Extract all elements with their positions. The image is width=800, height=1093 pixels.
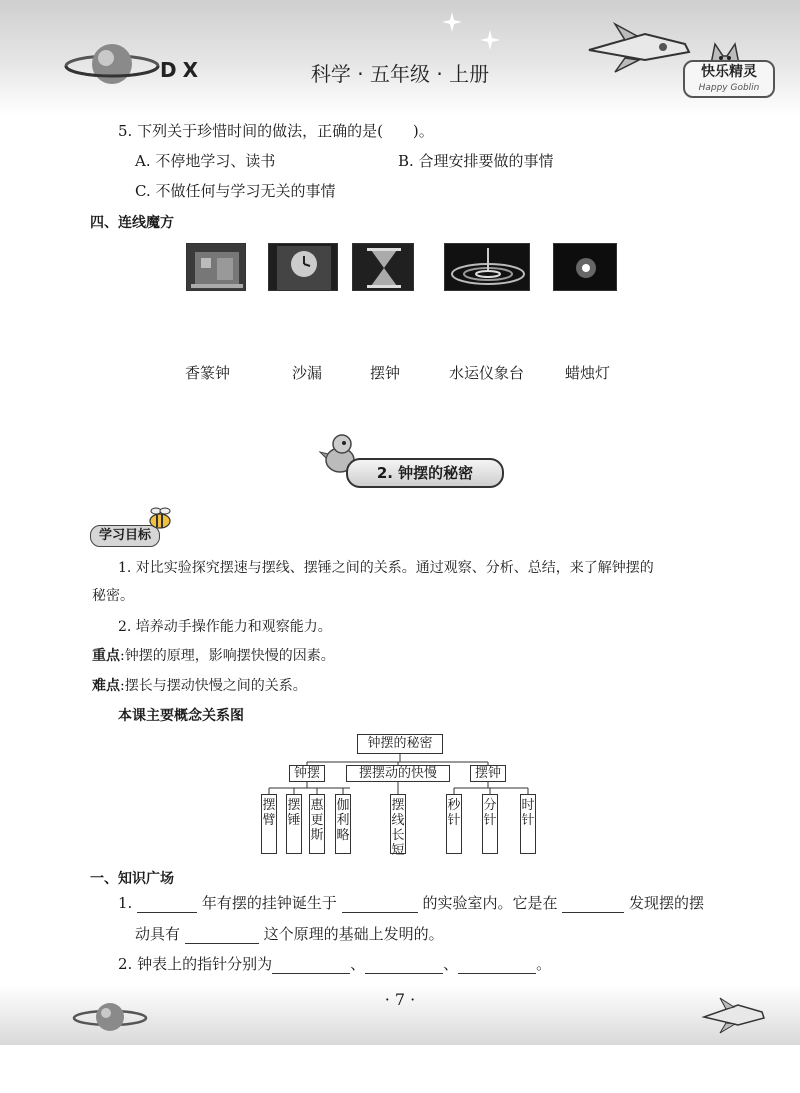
bee-icon: [144, 506, 176, 532]
concept-root-box: 钟摆的秘密: [357, 734, 443, 754]
blank-6[interactable]: [365, 958, 443, 974]
question-5-option-b: B. 合理安排要做的事情: [398, 152, 554, 170]
key-point-text: :钟摆的原理，影响摆快慢的因素。: [120, 648, 335, 664]
concept-leaf-string-length: 摆线长短: [390, 794, 406, 854]
footer-planet-icon: [70, 998, 150, 1038]
difficulty-point: [92, 676, 307, 696]
pendulum-clock-photo: [268, 243, 338, 291]
key-point-label: 重点: [92, 648, 120, 664]
candle-lamp-photo: [553, 243, 617, 291]
fill-question-1-number: 1.: [118, 894, 133, 912]
concept-leaf-pendulum-arm: 摆臂: [261, 794, 277, 854]
fill-question-1-part-5: 这个原理的基础上发明的。: [263, 925, 444, 943]
match-label-3: 摆钟: [370, 364, 401, 382]
concept-swing-speed-box: 摆摆动的快慢: [346, 765, 450, 782]
bottom-margin: [0, 1045, 800, 1093]
concept-leaf-bob: 摆锤: [286, 794, 302, 854]
section-1-title: 一、知识广场: [90, 871, 174, 887]
sparkle-stars-icon: [440, 8, 520, 58]
question-5-stem: 5. 下列关于珍惜时间的做法，正确的是( )。: [118, 122, 434, 140]
brand-badge: [683, 60, 775, 98]
fill-question-1-part-1: 年有摆的挂钟诞生于: [201, 894, 337, 912]
blank-3[interactable]: [562, 897, 624, 913]
fill-question-1-part-2: 的实验室内。它是在: [422, 894, 558, 912]
difficulty-label: 难点: [92, 678, 120, 694]
hourglass-photo: [352, 243, 414, 291]
fill-question-2-sep-2: 、: [443, 955, 459, 973]
brand-name: 快乐精灵: [701, 64, 757, 80]
blank-7[interactable]: [458, 958, 536, 974]
objective-2: 2. 培养动手操作能力和观察能力。: [118, 619, 332, 635]
question-5-option-a: A. 不停地学习、读书: [135, 152, 276, 170]
objective-1-line-1: 1. 对比实验探究摆速与摆线、摆锤之间的关系。通过观察、分析、总结，来了解钟摆的: [118, 560, 654, 576]
footer-spaceship-icon: [700, 995, 770, 1035]
match-label-1: 香篆钟: [185, 364, 231, 382]
fill-question-1-part-3: 发现摆的摆: [629, 894, 705, 912]
match-label-4: 水运仪象台: [449, 364, 525, 382]
section-4-title: 四、连线魔方: [90, 215, 174, 231]
blank-2[interactable]: [342, 897, 418, 913]
fill-question-2-end: 。: [536, 955, 552, 973]
concept-leaf-huygens: 惠更斯: [309, 794, 325, 854]
concept-map-title: 本课主要概念关系图: [118, 708, 244, 724]
concept-pendulum-box: 钟摆: [289, 765, 325, 782]
blank-5[interactable]: [272, 958, 350, 974]
blank-1[interactable]: [137, 897, 197, 913]
match-label-2: 沙漏: [292, 364, 323, 382]
learning-objectives-tag: 学习目标: [90, 525, 160, 547]
fill-question-2: [118, 954, 551, 974]
book-title: 科学 · 五年级 · 上册: [310, 62, 490, 86]
brand-subtitle: Happy Goblin: [698, 83, 760, 93]
armillary-water-photo: [444, 243, 530, 291]
concept-leaf-second-hand: 秒针: [446, 794, 462, 854]
fill-question-1-part-4: 动具有: [135, 925, 181, 943]
fill-question-2-prefix: 2. 钟表上的指针分别为: [118, 955, 273, 973]
objective-1-line-2: 秘密。: [92, 588, 134, 604]
incense-clock-photo: [186, 243, 246, 291]
concept-leaf-minute-hand: 分针: [482, 794, 498, 854]
fill-question-2-sep-1: 、: [350, 955, 366, 973]
series-logo: DX: [160, 58, 205, 82]
key-point: [92, 646, 335, 666]
fill-question-1-line-2: [135, 924, 444, 944]
concept-leaf-hour-hand: 时针: [520, 794, 536, 854]
page-number: · 7 ·: [384, 990, 416, 1009]
match-label-5: 蜡烛灯: [565, 364, 611, 382]
lesson-banner: 2. 钟摆的秘密: [346, 458, 504, 488]
blank-4[interactable]: [185, 928, 259, 944]
concept-leaf-galileo: 伽利略: [335, 794, 351, 854]
fill-question-1-line-1: [118, 893, 704, 913]
question-5-option-c: C. 不做任何与学习无关的事情: [135, 182, 336, 200]
difficulty-text: :摆长与摆动快慢之间的关系。: [120, 678, 307, 694]
concept-pendulum-clock-box: 摆钟: [470, 765, 506, 782]
